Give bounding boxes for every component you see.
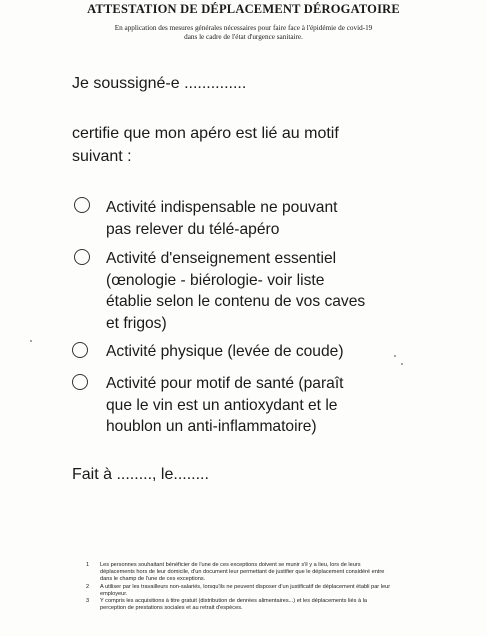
option-line: et frigos) <box>106 314 167 332</box>
option-line: que le vin est un antioxydant et le <box>106 396 338 414</box>
option-physique-label <box>106 341 344 363</box>
option-line: Activité physique (levée de coude) <box>106 343 344 360</box>
footnote-line: Les personnes souhaitant bénéficier de l'une de ces exceptions doivent se munir s'il y a lieu, lors de leurs <box>100 562 361 568</box>
footnote-number: 2 <box>86 583 90 590</box>
certify-line: certifie que mon apéro est lié au motif <box>72 125 339 142</box>
option-line: Activité indispensable ne pouvant <box>106 199 338 216</box>
option-line: houblon un anti-inflammatoire) <box>106 418 317 435</box>
scan-speck <box>401 363 403 365</box>
document-subtitle <box>0 24 487 42</box>
scan-speck <box>30 340 32 342</box>
footnote <box>86 584 426 598</box>
signature-line: Fait à ........, le........ <box>72 466 209 483</box>
radio-option-enseignement[interactable] <box>74 249 90 265</box>
subtitle-line: dans le cadre de l'état d'urgence sanitaire. <box>184 33 303 41</box>
certify-line: suivant : <box>72 148 132 165</box>
footnote <box>86 598 426 612</box>
radio-option-indispensable[interactable] <box>74 197 90 213</box>
footnote-line: perception de prestations sociales et au retrait d'espèces. <box>100 605 243 612</box>
option-sante-label <box>106 373 344 438</box>
footnote <box>86 562 426 584</box>
footnote-line: employeur. <box>100 590 128 597</box>
scan-speck <box>394 355 396 357</box>
option-line: Activité pour motif de santé (paraît <box>106 375 344 392</box>
footnote-number: 3 <box>86 598 90 605</box>
subtitle-line: En application des mesures générales nécessaires pour faire face à l'épidémie de covid-19 <box>114 24 373 32</box>
footnote-line: Y compris les acquisitions à titre gratuit (distribution de denrées alimentaires...) et les déplacements liés à la <box>100 598 367 605</box>
footnote-line: dans le champ de l'une de ces exceptions. <box>100 576 206 583</box>
footnotes <box>86 562 426 612</box>
option-line: pas relever du télé-apéro <box>106 220 280 238</box>
option-line: Activité d'enseignement essentiel <box>106 250 337 267</box>
radio-option-sante[interactable] <box>72 374 88 390</box>
option-enseignement-label <box>106 248 365 334</box>
option-indispensable-label <box>106 197 337 240</box>
declarant-line: Je soussigné-e .............. <box>72 75 247 92</box>
option-line: établie selon le contenu de vos caves <box>106 293 366 310</box>
radio-option-physique[interactable] <box>72 342 88 358</box>
certify-statement <box>72 122 339 168</box>
option-line: (œnologie - biérologie- voir liste <box>106 271 325 289</box>
document-title: ATTESTATION DE DÉPLACEMENT DÉROGATOIRE <box>87 2 400 16</box>
footnote-line: déplacements hors de leur domicile, d'un document leur permettant de justifier que le déplacement considéré entre <box>100 569 385 576</box>
footnote-line: A utiliser par les travailleurs non-salariés, lorsqu'ils ne peuvent disposer d'un justificatif de déplacement établi par leur <box>100 583 391 590</box>
footnote-number: 1 <box>86 562 90 568</box>
